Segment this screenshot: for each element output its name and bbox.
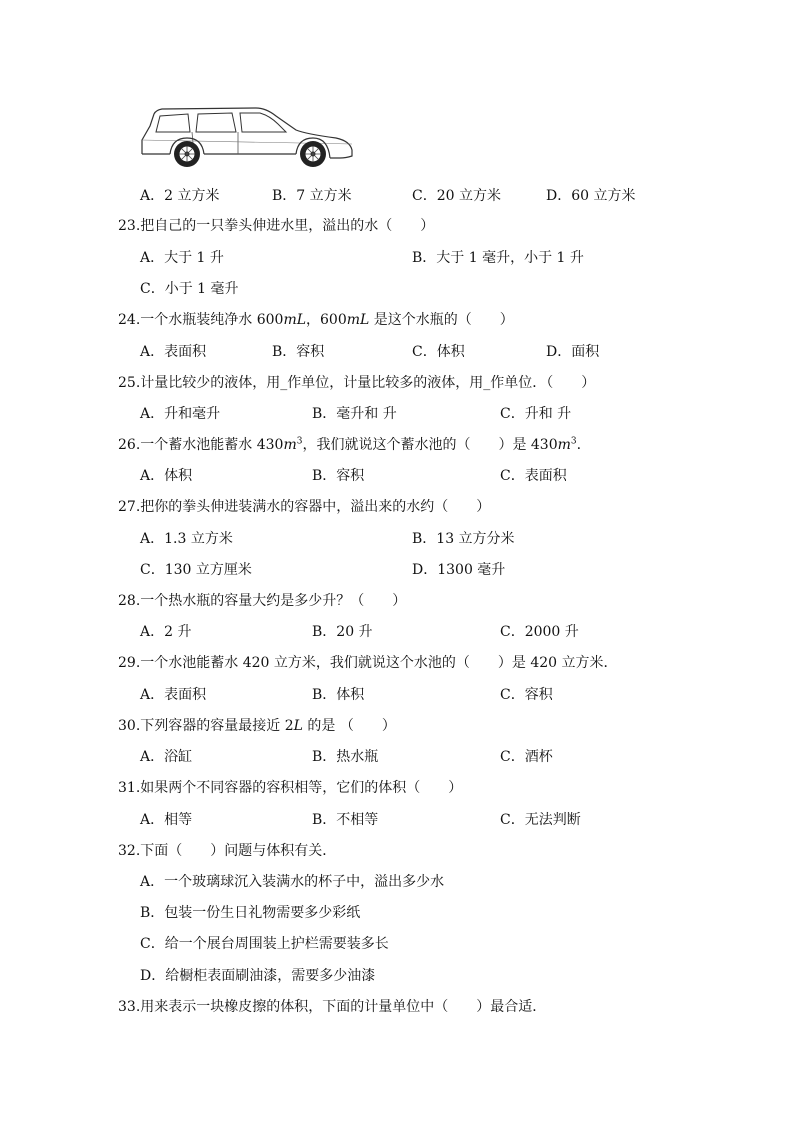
- option[interactable]: C．表面积: [500, 468, 567, 484]
- question-stem: 28.一个热水瓶的容量大约是多少升？（ ）: [118, 593, 407, 609]
- stem-text: ，600: [306, 312, 347, 328]
- stem-text: 24.一个水瓶装纯净水 600: [118, 312, 284, 328]
- question-stem: 25.计量比较少的液体，用_作单位，计量比较多的液体，用_作单位．（ ）: [118, 375, 596, 391]
- option[interactable]: B．大于 1 毫升，小于 1 升: [412, 250, 584, 266]
- question-stem: 33.用来表示一块橡皮擦的体积，下面的计量单位中（ ）最合适．: [118, 999, 547, 1015]
- option[interactable]: B．热水瓶: [312, 749, 379, 765]
- rear-wheel: [300, 141, 326, 167]
- option[interactable]: C．小于 1 毫升: [140, 281, 239, 297]
- option[interactable]: C．升和 升: [500, 406, 572, 422]
- option[interactable]: D．60 立方米: [546, 188, 636, 204]
- option[interactable]: A．升和毫升: [140, 406, 221, 422]
- option[interactable]: A．相等: [140, 812, 193, 828]
- exponent: 3: [296, 436, 303, 447]
- question-stem: [118, 716, 396, 736]
- stem-text: 的是 （ ）: [302, 718, 396, 734]
- question-stem: [118, 435, 581, 455]
- unit: L: [293, 718, 303, 734]
- option[interactable]: C．无法判断: [500, 812, 581, 828]
- option[interactable]: B．容积: [312, 468, 365, 484]
- option[interactable]: B．13 立方分米: [412, 531, 515, 547]
- option[interactable]: C．给一个展台周围装上护栏需要装多长: [140, 936, 389, 952]
- question-stem: 29.一个水池能蓄水 420 立方米，我们就说这个水池的（ ）是 420 立方米．: [118, 655, 618, 671]
- option[interactable]: A．大于 1 升: [140, 250, 224, 266]
- option[interactable]: A．体积: [140, 468, 193, 484]
- option[interactable]: D．给橱柜表面刷油漆，需要多少油漆: [140, 968, 376, 984]
- unit: mL: [283, 312, 307, 328]
- question-stem: [118, 310, 514, 330]
- option[interactable]: D．面积: [546, 344, 600, 360]
- option[interactable]: B．容积: [272, 344, 325, 360]
- question-stem: 31.如果两个不同容器的容积相等，它们的体积（ ）: [118, 780, 463, 796]
- option[interactable]: A．浴缸: [140, 749, 193, 765]
- option[interactable]: C．容积: [500, 687, 553, 703]
- option[interactable]: A．表面积: [140, 344, 207, 360]
- unit: m: [283, 437, 297, 453]
- option[interactable]: B．7 立方米: [272, 188, 352, 204]
- unit: mL: [346, 312, 370, 328]
- option[interactable]: C．酒杯: [500, 749, 553, 765]
- option[interactable]: D．1300 毫升: [412, 562, 506, 578]
- question-stem: 27.把你的拳头伸进装满水的容器中，溢出来的水约（ ）: [118, 499, 491, 515]
- stem-text: .: [576, 437, 582, 453]
- option[interactable]: B．20 升: [312, 624, 373, 640]
- option[interactable]: B．包装一份生日礼物需要多少彩纸: [140, 905, 361, 921]
- option[interactable]: A．2 立方米: [140, 188, 220, 204]
- option[interactable]: B．不相等: [312, 812, 379, 828]
- stem-text: ，我们就说这个蓄水池的（ ）是 430: [302, 437, 558, 453]
- stem-text: 是这个水瓶的（ ）: [369, 312, 514, 328]
- exponent: 3: [570, 436, 577, 447]
- stem-text: 30.下列容器的容量最接近 2: [118, 718, 294, 734]
- question-stem: 32.下面（ ）问题与体积有关．: [118, 843, 337, 859]
- unit: m: [557, 437, 571, 453]
- question-stem: 23.把自己的一只拳头伸进水里，溢出的水（ ）: [118, 218, 435, 234]
- option[interactable]: A．1.3 立方米: [140, 531, 233, 547]
- option[interactable]: A．表面积: [140, 687, 207, 703]
- front-wheel: [174, 141, 200, 167]
- option[interactable]: A．一个玻璃球沉入装满水的杯子中，溢出多少水: [140, 874, 445, 890]
- option[interactable]: B．毫升和 升: [312, 406, 397, 422]
- option[interactable]: C．130 立方厘米: [140, 562, 252, 578]
- option[interactable]: C．2000 升: [500, 624, 579, 640]
- option[interactable]: C．20 立方米: [412, 188, 501, 204]
- car-illustration: [136, 104, 360, 170]
- option[interactable]: C．体积: [412, 344, 465, 360]
- stem-text: 26.一个蓄水池能蓄水 430: [118, 437, 284, 453]
- option[interactable]: B．体积: [312, 687, 365, 703]
- option[interactable]: A．2 升: [140, 624, 192, 640]
